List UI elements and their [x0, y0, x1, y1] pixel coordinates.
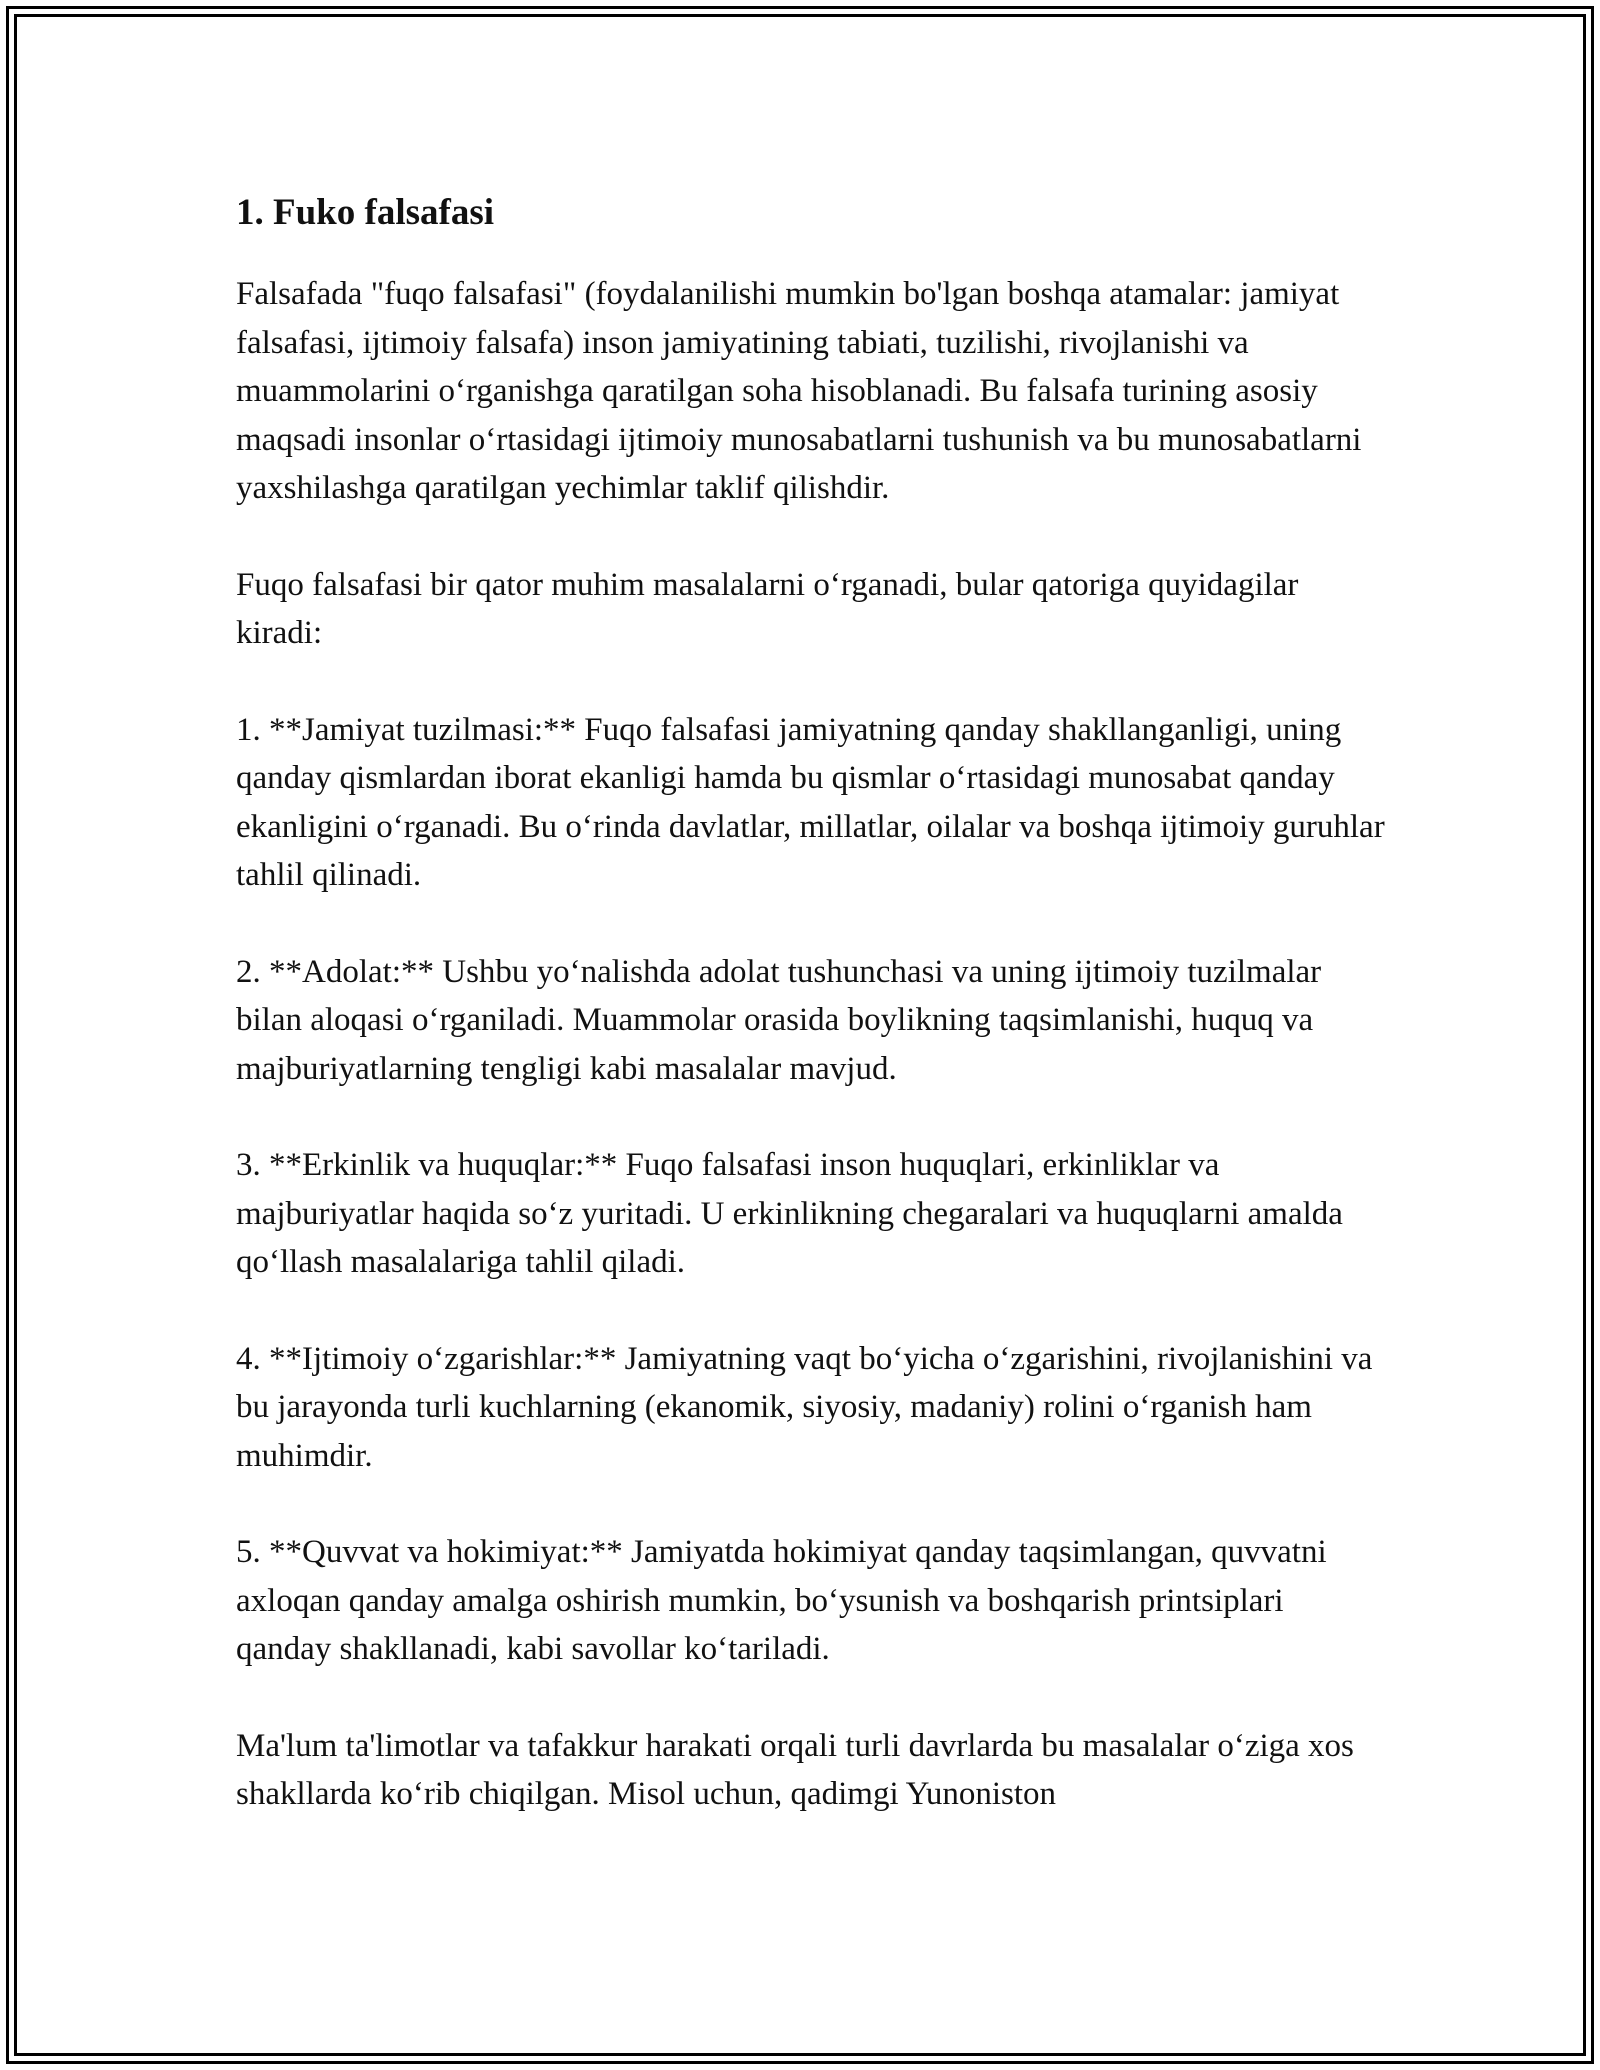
- paragraph-closing: Ma'lum ta'limotlar va tafakkur harakati orqali turli davrlarda bu masalalar o‘ziga xos shakllarda ko‘rib chiqilgan. Misol uchun, qadimgi Yunoniston: [236, 1727, 1354, 1812]
- list-item-social-change: 4. **Ijtimoiy o‘zgarishlar:** Jamiyatning vaqt bo‘yicha o‘zgarishini, rivojlanishini va bu jarayonda turli kuchlarning (ekanomik, siyosiy, madaniy) rolini o‘rganish ham muhimdir.: [236, 1340, 1373, 1474]
- paragraph-intro: Falsafada "fuqo falsafasi" (foydalanilishi mumkin bo'lgan boshqa atamalar: jamiyat falsafasi, ijtimoiy falsafa) inson jamiyatining tabiati, tuzilishi, rivojlanishi va muammolarini o‘rganishga qaratilgan soha hisoblanadi. Bu falsafa turining asosiy maqsadi insonlar o‘rtasidagi ijtimoiy munosabatlarni tushunish va bu munosabatlarni yaxshilashga qaratilgan yechimlar taklif qilishdir.: [236, 276, 1362, 506]
- list-item-justice: 2. **Adolat:** Ushbu yo‘nalishda adolat tushunchasi va uning ijtimoiy tuzilmalar bilan aloqasi o‘rganiladi. Muammolar orasida boylikning taqsimlanishi, huquq va majburiyatlarning tengligi kabi masalalar mavjud.: [236, 953, 1322, 1087]
- section-heading: 1. Fuko falsafasi: [236, 192, 495, 233]
- list-item-society-structure: 1. **Jamiyat tuzilmasi:** Fuqo falsafasi jamiyatning qanday shakllanganligi, uning qanday qismlardan iborat ekanligi hamda bu qismlar o‘rtasidagi munosabat qanday ekanligini o‘rganadi. Bu o‘rinda davlatlar, millatlar, oilalar va boshqa ijtimoiy guruhlar tahlil qilinadi.: [236, 711, 1385, 893]
- paragraph-issues-intro: Fuqo falsafasi bir qator muhim masalalarni o‘rganadi, bular qatoriga quyidagilar kiradi:: [236, 566, 1299, 651]
- document-body: [236, 186, 1386, 1867]
- list-item-freedom-rights: 3. **Erkinlik va huquqlar:** Fuqo falsafasi inson huquqlari, erkinliklar va majburiyatlar haqida so‘z yuritadi. U erkinlikning chegaralari va huquqlarni amalda qo‘llash masalalariga tahlil qiladi.: [236, 1147, 1343, 1280]
- list-item-power-authority: 5. **Quvvat va hokimiyat:** Jamiyatda hokimiyat qanday taqsimlangan, quvvatni axloqan qanday amalga oshirish mumkin, bo‘ysunish va boshqarish printsiplari qanday shakllanadi, kabi savollar ko‘tariladi.: [236, 1534, 1327, 1667]
